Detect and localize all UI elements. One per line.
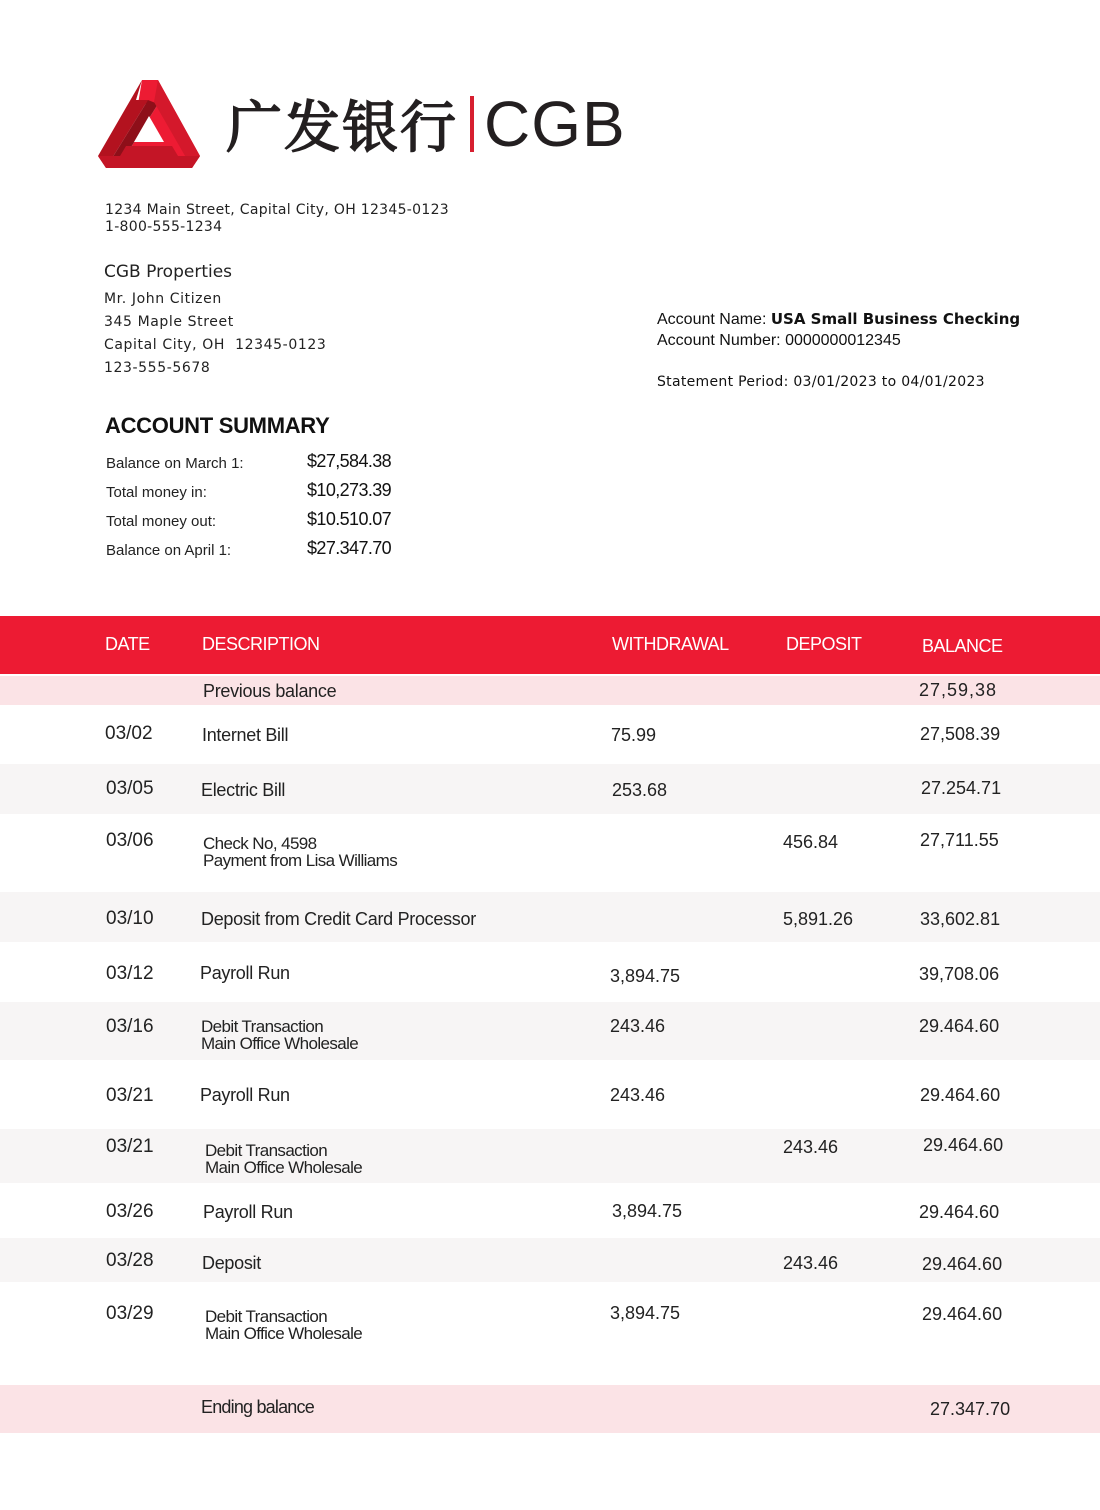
account-summary <box>106 448 406 564</box>
row-balance: 27.254.71 <box>921 778 1002 798</box>
row-date: 03/21 <box>106 1085 154 1106</box>
row-description: Payroll Run <box>200 1085 290 1105</box>
summary-row <box>106 535 406 564</box>
row-description: Payroll Run <box>203 1202 293 1222</box>
header-description: DESCRIPTION <box>202 634 320 654</box>
summary-row <box>106 506 406 535</box>
row-description-line: Debit Transaction <box>201 1017 324 1036</box>
ending-balance-label: Ending balance <box>201 1397 314 1417</box>
row-date: 03/02 <box>105 723 153 744</box>
row-balance: 29.464.60 <box>919 1202 1000 1222</box>
account-number-label: Account Number: <box>657 332 781 349</box>
row-date: 03/16 <box>106 1016 154 1037</box>
previous-balance-label: Previous balance <box>203 681 337 701</box>
row-description <box>203 835 397 869</box>
customer-city: Capital City, OH 12345-0123 <box>104 337 327 353</box>
transactions-header <box>0 616 1100 674</box>
summary-label: Total money in: <box>106 484 207 501</box>
row-balance: 27,508.39 <box>920 724 1001 744</box>
account-summary-title: ACCOUNT SUMMARY <box>105 413 330 438</box>
cgb-triangle-logo-icon <box>98 78 200 168</box>
row-date: 03/26 <box>106 1201 154 1222</box>
row-description: Deposit <box>202 1253 261 1273</box>
logo-divider <box>470 96 474 152</box>
row-balance: 39,708.06 <box>919 964 1000 984</box>
row-withdrawal: 3,894.75 <box>612 1201 683 1221</box>
row-date: 03/12 <box>106 963 154 984</box>
row-date: 03/28 <box>106 1250 154 1271</box>
customer-phone: 123-555-5678 <box>104 360 211 376</box>
summary-row <box>106 448 406 477</box>
row-date: 03/29 <box>106 1303 154 1324</box>
account-number-row <box>657 330 1020 351</box>
row-balance: 33,602.81 <box>920 909 1001 929</box>
bank-phone: 1-800-555-1234 <box>105 219 223 235</box>
account-number-value: 0000000012345 <box>785 332 901 349</box>
row-description: Internet Bill <box>202 725 289 745</box>
row-description <box>205 1308 362 1342</box>
row-balance: 29.464.60 <box>923 1135 1004 1155</box>
bank-name-chinese: 广发银行 <box>226 96 458 161</box>
row-date: 03/21 <box>106 1136 154 1157</box>
row-deposit: 5,891.26 <box>783 909 854 929</box>
bank-address <box>105 202 449 236</box>
summary-row <box>106 477 406 506</box>
row-withdrawal: 3,894.75 <box>610 966 681 986</box>
account-name-label: Account Name: <box>657 311 767 328</box>
row-date: 03/05 <box>106 778 154 799</box>
row-withdrawal: 253.68 <box>612 780 668 800</box>
row-balance: 27,711.55 <box>920 830 999 850</box>
summary-value: $27,584.38 <box>307 451 392 471</box>
row-description <box>201 1018 358 1052</box>
summary-value: $10,273.39 <box>307 480 392 500</box>
account-name-value: USA Small Business Checking <box>770 310 1021 328</box>
summary-label: Balance on March 1: <box>106 455 244 472</box>
bank-logo <box>98 78 638 170</box>
row-description-line: Debit Transaction <box>205 1141 328 1160</box>
row-description-line: Main Office Wholesale <box>205 1324 363 1343</box>
row-description-line: Debit Transaction <box>205 1307 328 1326</box>
row-deposit: 456.84 <box>783 832 839 852</box>
previous-balance-value: 27,59,38 <box>919 680 998 700</box>
customer-street: 345 Maple Street <box>104 314 234 330</box>
summary-label: Balance on April 1: <box>106 542 232 559</box>
row-withdrawal: 243.46 <box>610 1085 666 1105</box>
header-withdrawal: WITHDRAWAL <box>612 634 729 654</box>
row-balance: 29.464.60 <box>922 1304 1003 1324</box>
row-withdrawal: 243.46 <box>610 1016 666 1036</box>
row-description: Payroll Run <box>200 963 290 983</box>
ending-balance-value: 27.347.70 <box>930 1399 1011 1419</box>
row-balance: 29.464.60 <box>919 1016 1000 1036</box>
bank-street-address: 1234 Main Street, Capital City, OH 12345-0123 <box>105 202 449 218</box>
row-deposit: 243.46 <box>783 1137 839 1157</box>
account-info <box>657 309 1020 393</box>
row-description: Deposit from Credit Card Processor <box>201 909 476 929</box>
customer-name: Mr. John Citizen <box>104 291 222 307</box>
row-description-line: Main Office Wholesale <box>201 1034 359 1053</box>
header-balance: BALANCE <box>922 636 1003 656</box>
customer-address-block <box>104 262 326 380</box>
row-description: Electric Bill <box>201 780 286 800</box>
row-deposit: 243.46 <box>783 1253 839 1273</box>
row-balance: 29.464.60 <box>920 1085 1001 1105</box>
row-description-line: Payment from Lisa Williams <box>203 851 398 870</box>
row-description-line: Main Office Wholesale <box>205 1158 363 1177</box>
header-deposit: DEPOSIT <box>786 634 862 654</box>
bank-name-english: CGB <box>484 88 626 160</box>
row-balance: 29.464.60 <box>922 1254 1003 1274</box>
summary-value: $27.347.70 <box>307 538 392 558</box>
header-date: DATE <box>105 634 150 654</box>
statement-period: Statement Period: 03/01/2023 to 04/01/2023 <box>657 374 985 390</box>
row-description <box>205 1142 362 1176</box>
row-date: 03/10 <box>106 908 154 929</box>
customer-company: CGB Properties <box>104 262 233 282</box>
summary-label: Total money out: <box>106 513 217 530</box>
row-description-line: Check No, 4598 <box>203 834 317 853</box>
row-withdrawal: 3,894.75 <box>610 1303 681 1323</box>
account-name-row <box>657 309 1020 330</box>
row-date: 03/06 <box>106 830 154 851</box>
row-withdrawal: 75.99 <box>611 725 657 745</box>
summary-value: $10.510.07 <box>307 509 392 529</box>
